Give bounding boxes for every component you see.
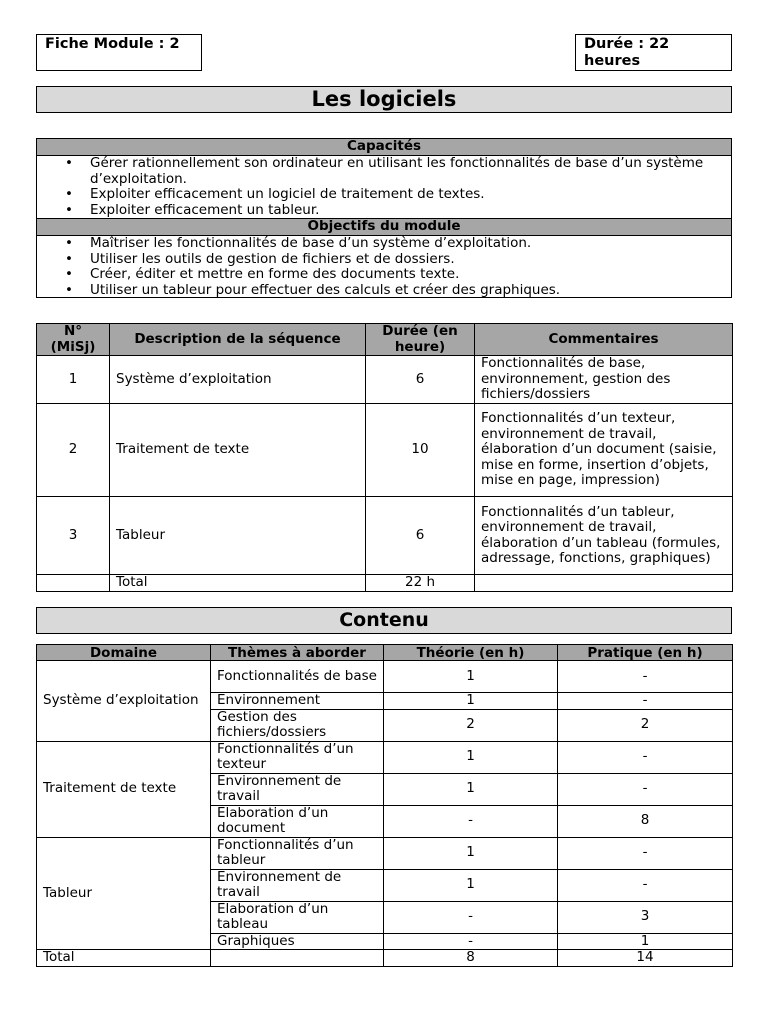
theory-hours: 1 [384, 869, 558, 901]
total-label: Total [110, 575, 366, 592]
total-practice: 14 [558, 950, 733, 967]
practice-hours: - [558, 869, 733, 901]
theme-cell: Fonctionnalités d’un tableur [211, 837, 384, 869]
theory-hours: - [384, 901, 558, 933]
practice-hours: - [558, 773, 733, 805]
sequences-table [36, 323, 733, 592]
list-item [37, 236, 731, 252]
objectives-heading: Objectifs du module [37, 218, 731, 236]
list-item [37, 187, 731, 203]
sequence-duration: 6 [366, 356, 475, 404]
sequence-description: Traitement de texte [110, 404, 366, 497]
theme-cell: Elaboration d’un document [211, 805, 384, 837]
column-header-number: N° (MiSj) [37, 324, 110, 356]
theory-hours: - [384, 933, 558, 950]
list-item [37, 283, 731, 299]
theme-cell: Elaboration d’un tableau [211, 901, 384, 933]
practice-hours: 2 [558, 709, 733, 741]
theme-cell: Gestion des fichiers/dossiers [211, 709, 384, 741]
theory-hours: 2 [384, 709, 558, 741]
theme-cell: Environnement de travail [211, 869, 384, 901]
table-row [37, 741, 733, 773]
theme-cell: Environnement [211, 693, 384, 710]
table-row [37, 837, 733, 869]
column-header-comments: Commentaires [475, 324, 733, 356]
column-header-practice: Pratique (en h) [558, 645, 733, 661]
capacity-text: Exploiter efficacement un tableur. [90, 201, 320, 218]
sequence-number: 3 [37, 497, 110, 575]
theory-hours: - [384, 805, 558, 837]
theory-hours: 1 [384, 837, 558, 869]
sequence-duration: 6 [366, 497, 475, 575]
domain-cell: Système d’exploitation [37, 661, 211, 742]
objective-text: Utiliser les outils de gestion de fichiers et de dossiers. [90, 250, 455, 267]
module-number-label: Fiche Module : 2 [45, 36, 180, 52]
table-header-row [37, 324, 733, 356]
table-header-row [37, 645, 733, 661]
theory-hours: 1 [384, 741, 558, 773]
practice-hours: - [558, 661, 733, 693]
column-header-duration: Durée (en heure) [366, 324, 475, 356]
module-duration-box [575, 34, 732, 71]
list-item [37, 156, 731, 187]
capacity-text: Exploiter efficacement un logiciel de traitement de textes. [90, 186, 485, 202]
total-duration: 22 h [366, 575, 475, 592]
sequence-number: 1 [37, 356, 110, 404]
empty-cell [211, 950, 384, 967]
sequence-description: Tableur [110, 497, 366, 575]
column-header-theory: Théorie (en h) [384, 645, 558, 661]
sequence-comments: Fonctionnalités d’un texteur, environnement de travail, élaboration d’un document (saisie, mise en forme, insertion d’objets, mise en page, impression) [475, 404, 733, 497]
objective-text: Créer, éditer et mettre en forme des documents texte. [90, 266, 460, 282]
capacities-list [37, 156, 731, 218]
theory-hours: 1 [384, 773, 558, 805]
total-theory: 8 [384, 950, 558, 967]
list-item [37, 203, 731, 219]
practice-hours: 3 [558, 901, 733, 933]
theme-cell: Fonctionnalités de base [211, 661, 384, 693]
page-title: Les logiciels [36, 86, 732, 113]
sequence-description: Système d’exploitation [110, 356, 366, 404]
total-label: Total [37, 950, 211, 967]
table-total-row [37, 950, 733, 967]
bullet-icon: • [65, 250, 73, 267]
bullet-icon: • [65, 186, 73, 202]
practice-hours: - [558, 693, 733, 710]
content-table [36, 644, 733, 967]
theory-hours: 1 [384, 661, 558, 693]
theory-hours: 1 [384, 693, 558, 710]
sequence-number: 2 [37, 404, 110, 497]
column-header-description: Description de la séquence [110, 324, 366, 356]
module-duration-label: Durée : 22 heures [584, 36, 670, 69]
content-section-title: Contenu [36, 607, 732, 634]
column-header-domain: Domaine [37, 645, 211, 661]
capacities-objectives-box [36, 138, 732, 298]
theme-cell: Environnement de travail [211, 773, 384, 805]
practice-hours: - [558, 837, 733, 869]
bullet-icon: • [65, 266, 73, 282]
list-item [37, 267, 731, 283]
table-row [37, 661, 733, 693]
table-total-row [37, 575, 733, 592]
practice-hours: - [558, 741, 733, 773]
sequence-duration: 10 [366, 404, 475, 497]
objective-text: Maîtriser les fonctionnalités de base d’un système d’exploitation. [90, 235, 532, 251]
empty-cell [37, 575, 110, 592]
domain-cell: Tableur [37, 837, 211, 950]
sequence-comments: Fonctionnalités d’un tableur, environnement de travail, élaboration d’un tableau (formules, adressage, fonctions, graphiques) [475, 497, 733, 575]
practice-hours: 8 [558, 805, 733, 837]
bullet-icon: • [65, 201, 73, 218]
theme-cell: Fonctionnalités d’un texteur [211, 741, 384, 773]
practice-hours: 1 [558, 933, 733, 950]
bullet-icon: • [65, 155, 73, 171]
capacities-heading: Capacités [37, 139, 731, 156]
table-row [37, 497, 733, 575]
theme-cell: Graphiques [211, 933, 384, 950]
bullet-icon: • [65, 281, 73, 298]
column-header-themes: Thèmes à aborder [211, 645, 384, 661]
module-number-box [36, 34, 202, 71]
objectives-list [37, 236, 731, 298]
objective-text: Utiliser un tableur pour effectuer des calculs et créer des graphiques. [90, 281, 561, 298]
sequence-comments: Fonctionnalités de base, environnement, gestion des fichiers/dossiers [475, 356, 733, 404]
empty-cell [475, 575, 733, 592]
domain-cell: Traitement de texte [37, 741, 211, 837]
table-row [37, 356, 733, 404]
capacity-text: Gérer rationnellement son ordinateur en utilisant les fonctionnalités de base d’un système d’exploitation. [90, 155, 704, 187]
list-item [37, 252, 731, 268]
bullet-icon: • [65, 235, 73, 251]
table-row [37, 404, 733, 497]
